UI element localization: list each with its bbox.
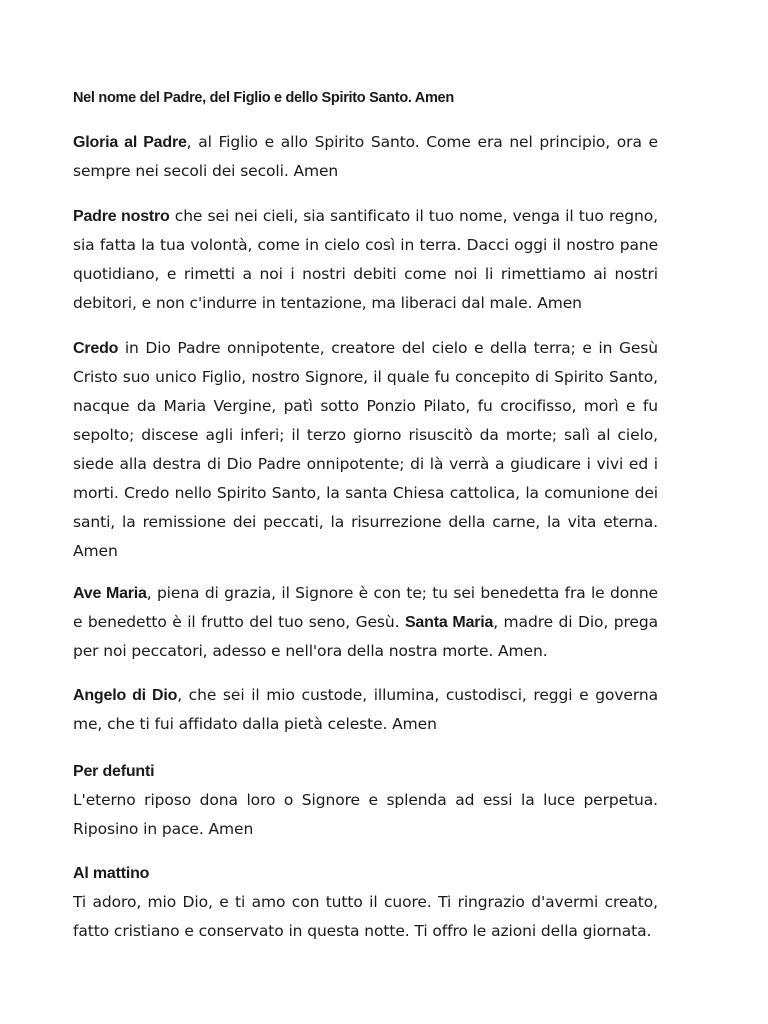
prayer-credo [73, 334, 658, 566]
prayer-credo-lead: Credo [73, 340, 119, 357]
prayer-angelo-lead: Angelo di Dio [73, 687, 178, 704]
prayer-gloria [73, 128, 658, 186]
prayer-ave-maria [73, 579, 658, 666]
prayer-credo-text: in Dio Padre onnipotente, creatore del cielo e della terra; e in Gesù Cristo suo unico Figlio, nostro Signore, il quale fu concepito di Spirito Santo, nacque da Maria Vergine, patì sotto Ponzio Pilato, fu crocifisso, morì e fu sepolto; discese agli inferi; il terzo giorno risuscitò da morte; salì al cielo, siede alla destra di Dio Padre onnipotente; di là verrà a giudicare i vivi ed i morti. Credo nello Spirito Santo, la santa Chiesa cattolica, la comunione dei santi, la remissione dei peccati, la risurrezione della carne, la vita eterna. Amen [73, 339, 658, 560]
prayer-defunti-text: L'eterno riposo dona loro o Signore e splenda ad essi la luce perpetua. Riposino in pace. Amen [73, 791, 658, 838]
prayer-mattino-heading: Al mattino [73, 865, 150, 882]
prayer-ave-maria-lead: Ave Maria [73, 585, 147, 602]
prayer-per-defunti [73, 757, 658, 844]
prayer-defunti-heading: Per defunti [73, 763, 155, 780]
prayer-angelo-di-dio [73, 681, 658, 739]
prayer-padre-nostro-lead: Padre nostro [73, 208, 170, 225]
document-title: Nel nome del Padre, del Figlio e dello Spirito Santo. Amen [73, 90, 454, 106]
prayer-gloria-text: , al Figlio e allo Spirito Santo. Come era nel principio, ora e sempre nei secoli dei secoli. Amen [73, 133, 658, 180]
prayer-santa-maria-text: , madre di Dio, prega per noi peccatori, adesso e nell'ora della nostra morte. Amen. [73, 613, 658, 660]
prayer-ave-maria-text: , piena di grazia, il Signore è con te; tu sei benedetta fra le donne e benedetto è il frutto del tuo seno, Gesù. [73, 584, 658, 631]
prayer-santa-maria-lead: Santa Maria [404, 614, 494, 631]
prayer-angelo-text: , che sei il mio custode, illumina, custodisci, reggi e governa me, che ti fui affidato dalla pietà celeste. Amen [73, 686, 658, 733]
prayer-padre-nostro [73, 202, 658, 318]
prayer-gloria-lead: Gloria al Padre [73, 134, 187, 151]
prayer-al-mattino [73, 859, 658, 946]
prayer-mattino-text: Ti adoro, mio Dio, e ti amo con tutto il cuore. Ti ringrazio d'avermi creato, fatto cristiano e conservato in questa notte. Ti offro le azioni della giornata. [73, 893, 658, 940]
prayer-padre-nostro-text: che sei nei cieli, sia santificato il tuo nome, venga il tuo regno, sia fatta la tua volontà, come in cielo così in terra. Dacci oggi il nostro pane quotidiano, e rimetti a noi i nostri debiti come noi li rimettiamo ai nostri debitori, e non c'indurre in tentazione, ma liberaci dal male. Amen [73, 207, 658, 312]
